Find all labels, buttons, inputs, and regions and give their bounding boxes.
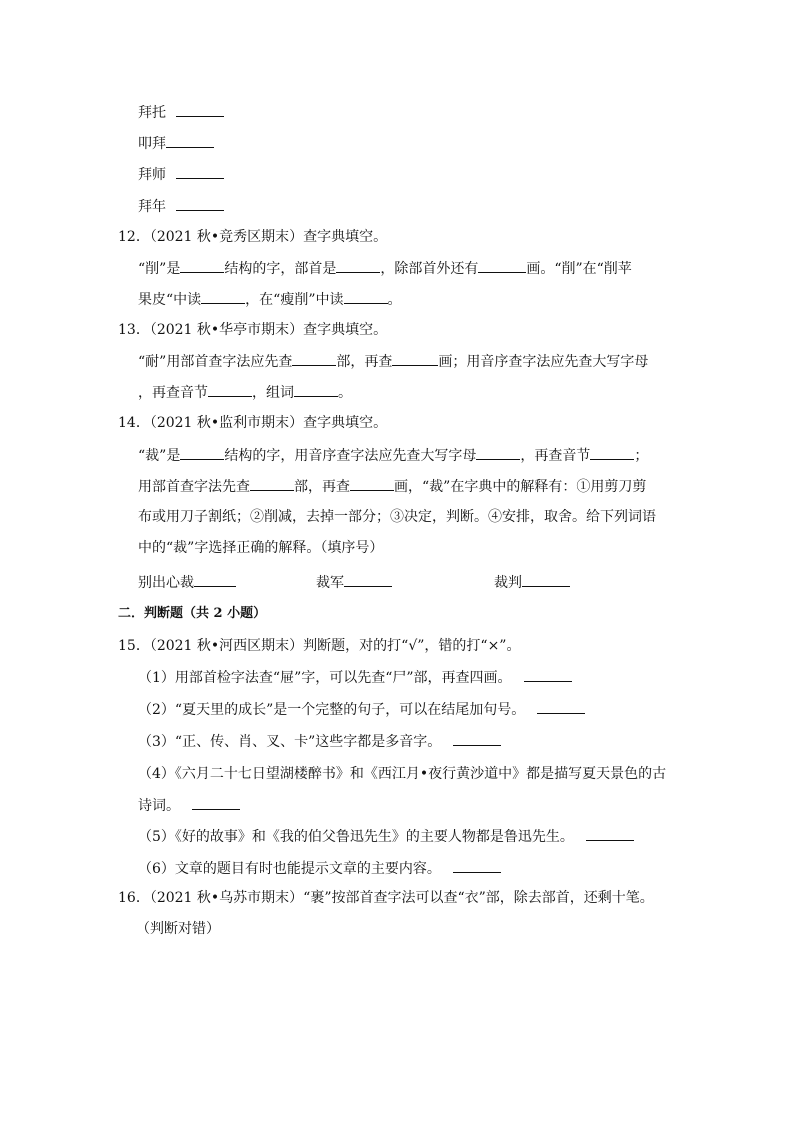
question-stem: “裹”按部首查字法可以查“衣”部，除去部首，还剩十笔。	[303, 890, 654, 906]
answer-blank[interactable]	[250, 476, 294, 491]
q15-item-cont	[138, 795, 240, 815]
answer-blank[interactable]	[180, 445, 224, 460]
text: 部，再查	[294, 479, 350, 495]
answer-blank[interactable]	[522, 572, 570, 587]
q16-tail	[136, 919, 220, 939]
text: 画；用音序查字法应先查大写字母	[438, 354, 649, 370]
question-15	[118, 636, 520, 656]
q14-word	[494, 572, 570, 592]
answer-blank[interactable]	[336, 258, 380, 273]
text: ，在“瘦削”中读	[245, 292, 344, 308]
question-12	[118, 227, 387, 247]
answer-blank[interactable]	[590, 445, 634, 460]
answer-blank[interactable]	[192, 795, 240, 810]
prior-item-text: 拜年	[138, 199, 166, 215]
prior-item	[138, 196, 224, 216]
question-number: 16．	[118, 890, 150, 906]
question-source: （2021 秋•乌苏市期末）	[149, 890, 304, 906]
text: “耐”用部首查字法应先查	[138, 354, 293, 370]
question-number: 14．	[118, 415, 150, 431]
answer-blank[interactable]	[478, 258, 526, 273]
answer-blank[interactable]	[586, 826, 634, 841]
prior-item-text: 拜师	[138, 167, 166, 183]
question-source: （2021 秋•监利市期末）	[149, 415, 304, 431]
answer-blank[interactable]	[476, 445, 520, 460]
answer-blank[interactable]	[344, 572, 392, 587]
answer-blank[interactable]	[392, 351, 438, 366]
text: 画。“削”在“削苹	[526, 261, 632, 277]
q13-line-1	[138, 351, 648, 371]
answer-blank[interactable]	[453, 858, 501, 873]
question-source: （2021 秋•河西区期末）	[149, 638, 304, 654]
item-text: （4）《六月二十七日望湖楼醉书》和《西江月•夜行黄沙道中》都是描写夏天景色的古	[138, 766, 667, 782]
text: 画，“裁”在字典中的解释有：①用剪刀剪	[394, 479, 647, 495]
text: ，再查音节	[520, 448, 591, 464]
text: ，组词	[252, 385, 294, 401]
item-text: （1）用部首检字法查“屉”字，可以先查“尸”部，再查四画。	[138, 670, 512, 686]
question-stem: 判断题，对的打“√”，错的打“×”。	[303, 638, 521, 654]
word-text: 裁判	[494, 575, 522, 591]
question-number: 12．	[118, 229, 150, 245]
prior-item-text: 叩拜	[138, 136, 166, 152]
answer-blank[interactable]	[292, 351, 336, 366]
q14-line-2	[138, 476, 646, 496]
answer-blank[interactable]	[453, 731, 501, 746]
text: 结构的字，部首是	[224, 261, 337, 277]
text: ，再查音节	[138, 385, 208, 401]
item-text: 诗词。	[138, 798, 180, 814]
q15-item	[138, 731, 501, 751]
text: 。	[338, 385, 352, 401]
answer-blank[interactable]	[194, 572, 236, 587]
answer-blank[interactable]	[344, 289, 388, 304]
answer-blank[interactable]	[180, 258, 224, 273]
answer-blank[interactable]	[201, 289, 245, 304]
question-number: 15．	[118, 638, 150, 654]
text: “削”是	[138, 261, 181, 277]
prior-item	[138, 102, 224, 122]
question-source: （2021 秋•竞秀区期末）	[149, 229, 304, 245]
question-14	[118, 413, 387, 433]
q15-item	[138, 764, 666, 784]
question-stem: 查字典填空。	[303, 415, 388, 431]
answer-blank[interactable]	[176, 196, 224, 211]
text: （判断对错）	[136, 921, 220, 937]
prior-item-text: 拜托	[138, 105, 166, 121]
q14-line-1	[138, 445, 648, 465]
answer-blank[interactable]	[537, 699, 585, 714]
q14-word	[316, 572, 392, 592]
prior-item	[138, 164, 224, 184]
item-text: （6）文章的题目有时也能提示文章的主要内容。	[138, 861, 441, 877]
text: 结构的字，用音序查字法应先查大写字母	[224, 448, 477, 464]
question-stem: 查字典填空。	[303, 322, 388, 338]
text: 用部首查字法先查	[138, 479, 250, 495]
q15-item	[138, 826, 634, 846]
question-16	[118, 888, 654, 908]
item-text: （5）《好的故事》和《我的伯父鲁迅先生》的主要人物都是鲁迅先生。	[138, 829, 574, 845]
answer-blank[interactable]	[208, 382, 252, 397]
text: “裁”是	[138, 448, 181, 464]
q15-item	[138, 858, 501, 878]
answer-blank[interactable]	[176, 102, 224, 117]
item-text: （2）“夏天里的成长”是一个完整的句子，可以在结尾加句号。	[138, 702, 526, 718]
text: ；	[634, 448, 649, 464]
answer-blank[interactable]	[176, 164, 224, 179]
word-text: 别出心裁	[138, 575, 194, 591]
answer-blank[interactable]	[294, 382, 338, 397]
q12-line-2	[138, 289, 402, 309]
text: 中的“裁”字选择正确的解释。（填序号）	[138, 540, 384, 556]
q14-line-3	[138, 507, 656, 527]
prior-item	[138, 133, 214, 153]
q12-line-1	[138, 258, 632, 278]
q14-word	[138, 572, 236, 592]
q14-line-4	[138, 538, 383, 558]
text: 部，再查	[336, 354, 393, 370]
item-text: （3）“正、传、肖、叉、卡”这些字都是多音字。	[138, 734, 442, 750]
answer-blank[interactable]	[350, 476, 394, 491]
answer-blank[interactable]	[166, 133, 214, 148]
q13-line-2	[138, 382, 352, 402]
q15-item	[138, 667, 572, 687]
section-heading: 二．判断题（共 2 小题）	[118, 606, 267, 621]
question-source: （2021 秋•华亭市期末）	[149, 322, 304, 338]
text: 果皮“中读	[138, 292, 202, 308]
answer-blank[interactable]	[524, 667, 572, 682]
question-stem: 查字典填空。	[303, 229, 388, 245]
text: 。	[387, 292, 402, 308]
word-text: 裁军	[316, 575, 344, 591]
question-13	[118, 320, 387, 340]
text: ，除部首外还有	[380, 261, 479, 277]
text: 布或用刀子割纸；②削减，去掉一部分；③决定，判断。④安排，取舍。给下列词语	[138, 509, 656, 525]
question-number: 13．	[118, 322, 150, 338]
q15-item	[138, 699, 585, 719]
